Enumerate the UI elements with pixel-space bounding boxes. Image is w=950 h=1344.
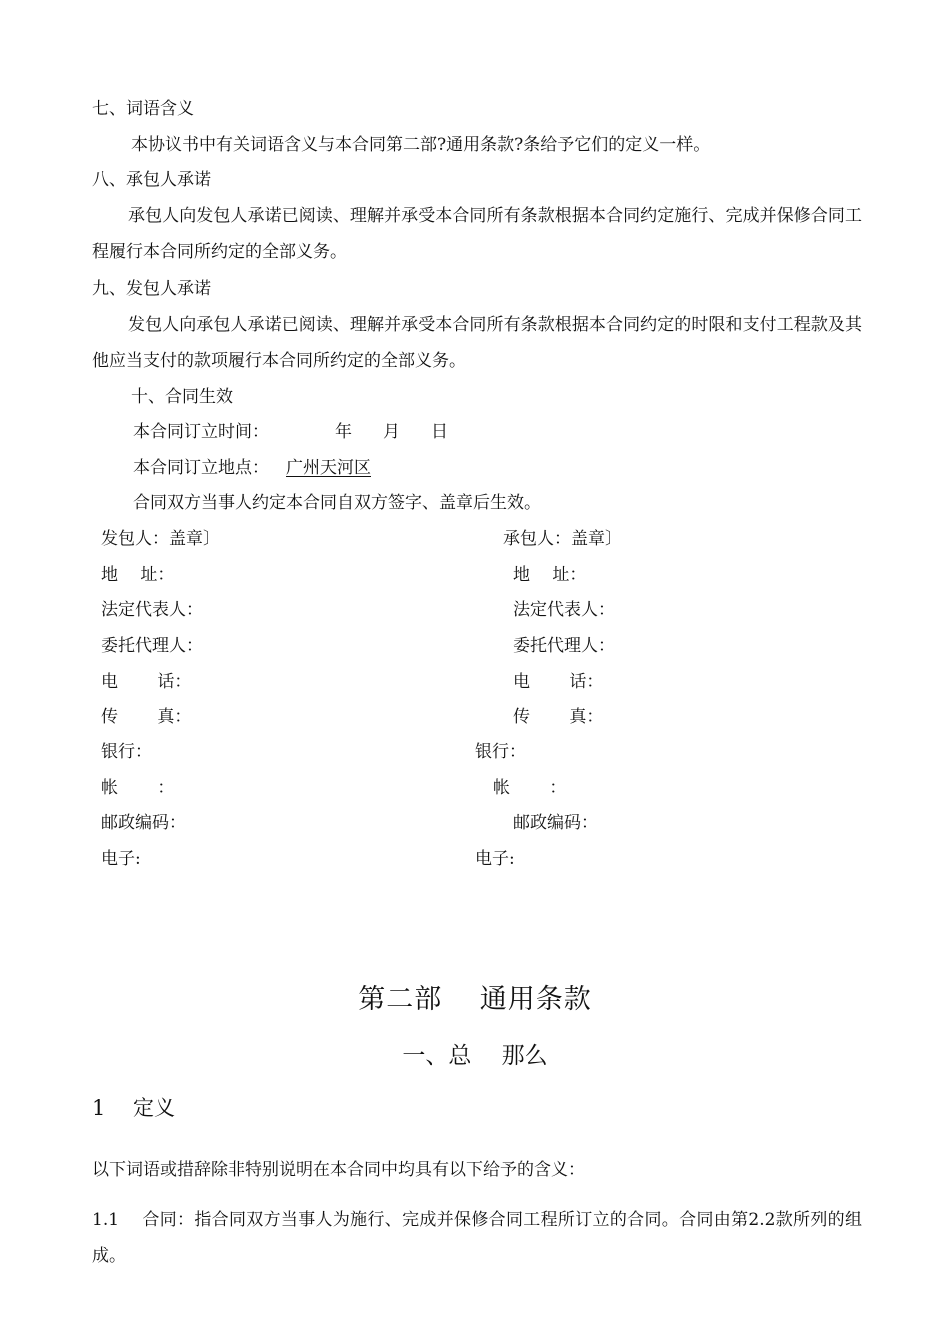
effect-statement: 合同双方当事人约定本合同自双方签字、盖章后生效。 [133, 493, 541, 513]
section-8-heading: 八、承包人承诺 [92, 170, 211, 190]
party-b-account: 帐 ： [493, 778, 567, 798]
part-2-title: 第二部 通用条款 [358, 984, 592, 1015]
party-a-fax: 传 真： [101, 707, 192, 727]
section-7-heading: 七、词语含义 [92, 99, 194, 119]
party-b-postcode: 邮政编码： [513, 813, 598, 833]
party-b-agent: 委托代理人： [513, 636, 615, 656]
clause-1-1: 1.1 合同：指合同双方当事人为施行、完成并保修合同工程所订立的合同。合同由第2.2款所列的组成。 [92, 1210, 862, 1266]
signing-day-label: 日 [431, 422, 448, 442]
section-8-body: 承包人向发包人承诺已阅读、理解并承受本合同所有条款根据本合同约定施行、完成并保修合同工程履行本合同所约定的全部义务。 [92, 206, 862, 262]
party-a-legal-rep: 法定代表人： [101, 600, 203, 620]
definitions-intro: 以下词语或措辞除非特别说明在本合同中均具有以下给予的含义： [92, 1160, 585, 1180]
party-a-phone: 电 话： [101, 672, 192, 692]
party-b-email: 电子: [475, 849, 515, 869]
chapter-1-title: 一、总 那么 [402, 1043, 548, 1069]
signing-place-value: 广州天河区 [286, 458, 371, 478]
party-b-fax: 传 真： [513, 707, 604, 727]
section-10-heading: 十、合同生效 [131, 387, 233, 407]
signing-year-label: 年 [335, 422, 352, 442]
party-a-postcode: 邮政编码： [101, 813, 186, 833]
party-a-email: 电子: [101, 849, 141, 869]
party-a-account: 帐 ： [101, 778, 175, 798]
definitions-heading: 1 定义 [92, 1096, 176, 1120]
party-b-address: 地 址： [513, 565, 587, 585]
section-9-heading: 九、发包人承诺 [92, 279, 211, 299]
party-b-name: 承包人：盖章〕 [503, 529, 622, 549]
party-a-bank: 银行： [101, 742, 152, 762]
party-b-bank: 银行： [475, 742, 526, 762]
party-a-address: 地 址： [101, 565, 175, 585]
party-b-legal-rep: 法定代表人： [513, 600, 615, 620]
section-7-body: 本协议书中有关词语含义与本合同第二部?通用条款?条给予它们的定义一样。 [131, 135, 711, 155]
signing-time-label: 本合同订立时间： [133, 422, 269, 442]
party-a-agent: 委托代理人： [101, 636, 203, 656]
party-a-name: 发包人：盖章〕 [101, 529, 220, 549]
section-9-body: 发包人向承包人承诺已阅读、理解并承受本合同所有条款根据本合同约定的时限和支付工程款及其他应当支付的款项履行本合同所约定的全部义务。 [92, 315, 862, 371]
signing-place-label: 本合同订立地点： [133, 458, 269, 478]
signing-month-label: 月 [383, 422, 400, 442]
party-b-phone: 电 话： [513, 672, 604, 692]
